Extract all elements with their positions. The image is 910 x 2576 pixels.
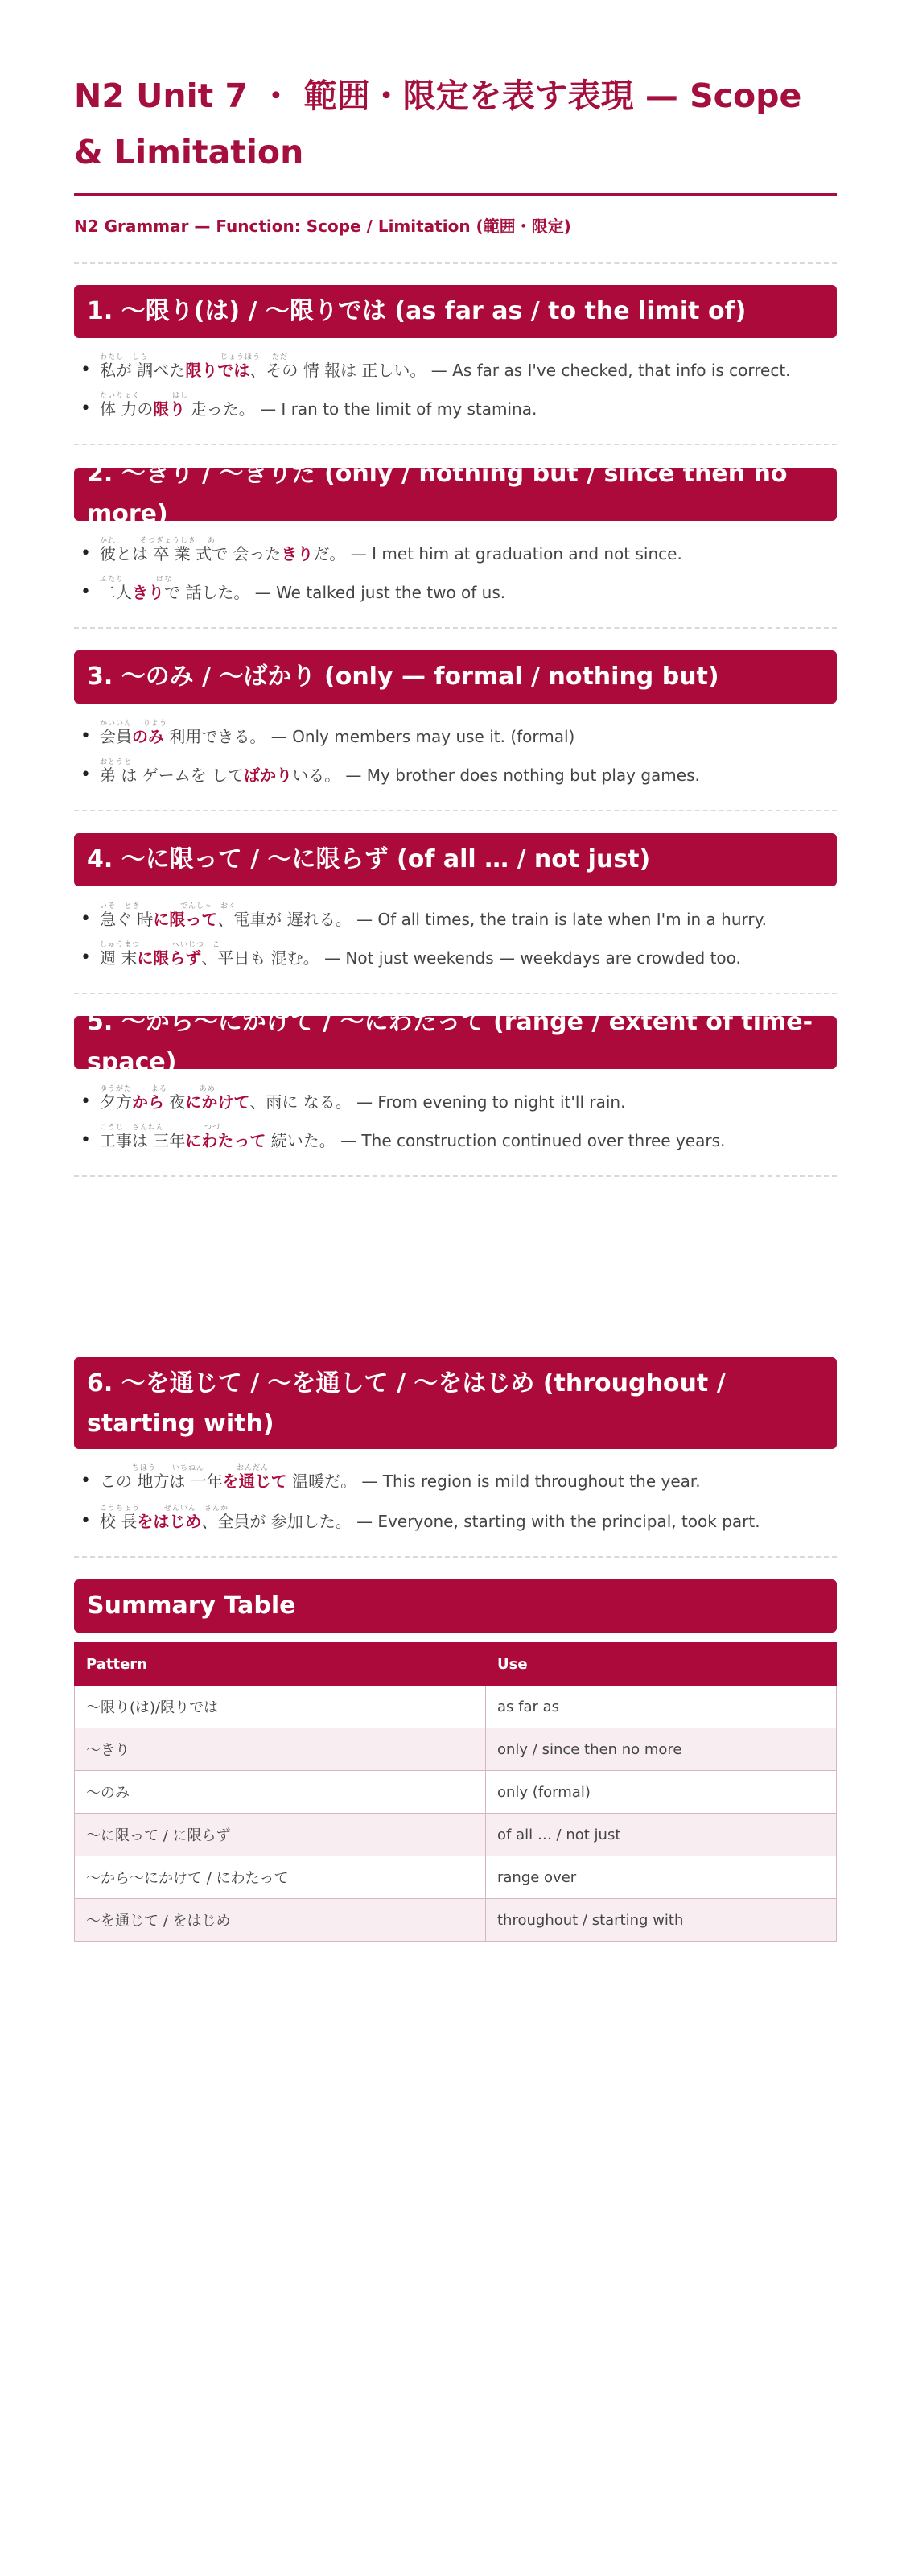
example-jp-rest: いる。	[292, 766, 341, 785]
page-title: N2 Unit 7 ・ 範囲・限定を表す表現 — Scope & Limitation	[74, 76, 802, 171]
table-row	[75, 1899, 837, 1942]
column-header: Pattern	[75, 1643, 486, 1686]
divider	[74, 262, 837, 264]
example-jp-rest: 続いた。	[266, 1131, 336, 1150]
pattern-cell: 〜から〜にかけて / にわたって	[75, 1856, 486, 1899]
example-jp-rest: 夜	[164, 1092, 186, 1112]
pattern-cell: 〜を通じて / をはじめ	[75, 1899, 486, 1942]
grammar-key: をはじめ	[137, 1512, 202, 1531]
grammar-key: を通じて	[222, 1472, 287, 1491]
bullet-icon: •	[80, 1092, 91, 1112]
section-heading-5: 5. 〜から〜にかけて / 〜にわたって (range / extent of time-space)	[74, 1016, 837, 1069]
example-jp-rest: 、雨に なる。	[249, 1092, 352, 1112]
example-translation: — Only members may use it. (formal)	[266, 727, 575, 746]
pattern-cell: 〜限り(は)/限りでは	[75, 1686, 486, 1728]
example-jp: 夕方	[100, 1092, 132, 1112]
example-jp-rest: で 話した。	[164, 583, 250, 602]
grammar-key: 限りでは	[185, 361, 250, 380]
use-cell: as far as	[486, 1686, 837, 1728]
divider	[74, 1175, 837, 1177]
use-cell: only (formal)	[486, 1771, 837, 1814]
example-translation: — My brother does nothing but play games.	[340, 766, 700, 785]
bullet-icon: •	[80, 1130, 91, 1150]
furigana: おとうと	[100, 758, 133, 766]
bullet-icon: •	[80, 1471, 91, 1491]
example-translation: — We talked just the two of us.	[249, 583, 506, 602]
example-jp: 校 長	[100, 1512, 138, 1531]
table-row	[75, 1856, 837, 1899]
example-translation: — Not just weekends — weekdays are crowded too.	[319, 948, 741, 968]
example-jp: 週 末	[100, 948, 138, 968]
example-jp: 体 力の	[100, 399, 154, 419]
example-jp-rest: 、その 情 報は 正しい。	[249, 361, 426, 380]
furigana: ちほう いちねん おんだん	[132, 1464, 270, 1472]
section-heading-3: 3. 〜のみ / 〜ばかり (only — formal / nothing but)	[74, 650, 837, 704]
example-jp-rest: 、電車が 遅れる。	[217, 910, 352, 929]
use-cell: of all … / not just	[486, 1814, 837, 1856]
example-jp: 工事は 三年	[100, 1131, 186, 1150]
use-cell: throughout / starting with	[486, 1899, 837, 1942]
section-heading-4: 4. 〜に限って / 〜に限らず (of all … / not just)	[74, 833, 837, 886]
example-translation: — Everyone, starting with the principal, took part.	[351, 1512, 760, 1531]
example-jp: この 地方は 一年	[100, 1472, 223, 1491]
grammar-key: にわたって	[185, 1131, 266, 1150]
bullet-icon: •	[80, 360, 91, 380]
example-translation: — As far as I've checked, that info is correct.	[426, 361, 791, 380]
divider	[74, 444, 837, 445]
furigana: かいいん りよう	[100, 720, 167, 728]
bullet-icon: •	[80, 765, 91, 785]
grammar-key: に限らず	[137, 948, 202, 968]
example-translation: — The construction continued over three years.	[335, 1131, 726, 1150]
example-jp-rest: 、平日も 混む。	[201, 948, 319, 968]
divider	[74, 627, 837, 629]
title-rule	[74, 193, 837, 196]
example-jp-rest: 走った。	[185, 399, 255, 419]
section-heading-2: 2. 〜きり / 〜きりだ (only / nothing but / since then no more)	[74, 468, 837, 521]
table-row	[75, 1814, 837, 1856]
section-heading-1: 1. 〜限り(は) / 〜限りでは (as far as / to the limit of)	[74, 285, 837, 338]
example-translation: — From evening to night it'll rain.	[351, 1092, 626, 1112]
furigana: かれ そつぎょうしき あ	[100, 537, 216, 545]
pattern-cell: 〜のみ	[75, 1771, 486, 1814]
furigana: ゆうがた よる あめ	[100, 1085, 216, 1093]
grammar-key: きり	[281, 544, 314, 564]
furigana: こうじ さんねん つづ	[100, 1124, 221, 1132]
furigana: こうちょう ぜんいん さんか	[100, 1505, 229, 1513]
example-translation: — I met him at graduation and not since.	[345, 544, 682, 564]
use-cell: range over	[486, 1856, 837, 1899]
bullet-icon: •	[80, 909, 91, 929]
example-jp: 私が 調べた	[100, 361, 186, 380]
pattern-cell: 〜に限って / に限らず	[75, 1814, 486, 1856]
summary-table	[74, 1642, 837, 1942]
grammar-key: にかけて	[185, 1092, 250, 1112]
table-row	[75, 1728, 837, 1771]
bullet-icon: •	[80, 947, 91, 968]
example-translation: — This region is mild throughout the year.	[356, 1472, 701, 1491]
example-jp: 急ぐ 時	[100, 910, 154, 929]
example-jp-rest: 利用できる。	[164, 727, 266, 746]
column-header: Use	[486, 1643, 837, 1686]
example-jp: 弟 は ゲームを して	[100, 766, 245, 785]
divider	[74, 1556, 837, 1558]
grammar-key: に限って	[153, 910, 218, 929]
table-row	[75, 1771, 837, 1814]
example-jp-rest: だ。	[313, 544, 346, 564]
page-subtitle: N2 Grammar — Function: Scope / Limitation (範囲・限定)	[74, 217, 571, 236]
example-jp: 会員	[100, 727, 132, 746]
bullet-icon: •	[80, 1511, 91, 1531]
example-translation: — Of all times, the train is late when I'm in a hurry.	[351, 910, 767, 929]
bullet-icon: •	[80, 543, 91, 564]
use-cell: only / since then no more	[486, 1728, 837, 1771]
pattern-cell: 〜きり	[75, 1728, 486, 1771]
bullet-icon: •	[80, 582, 91, 602]
furigana: いそ とき でんしゃ おく	[100, 902, 237, 910]
grammar-key: から	[132, 1092, 164, 1112]
example-jp: 彼とは 卒 業 式で 会った	[100, 544, 282, 564]
table-header-row	[75, 1643, 837, 1686]
divider	[74, 810, 837, 811]
example-jp: 二人	[100, 583, 132, 602]
table-row	[75, 1686, 837, 1728]
furigana: わたし しら じょうほう ただ	[100, 353, 288, 361]
furigana: たいりょく はし	[100, 392, 189, 400]
grammar-key: ばかり	[244, 766, 293, 785]
grammar-key: 限り	[153, 399, 186, 419]
example-jp-rest: 温暖だ。	[286, 1472, 357, 1491]
furigana: ふたり はな	[100, 576, 173, 584]
furigana: しゅうまつ へいじつ こ	[100, 941, 221, 949]
divider	[74, 993, 837, 994]
grammar-key: のみ	[132, 727, 164, 746]
example-jp-rest: 、全員が 参加した。	[201, 1512, 352, 1531]
bullet-icon: •	[80, 398, 91, 419]
section-heading-6: 6. 〜を通じて / 〜を通して / 〜をはじめ (throughout / starting with)	[74, 1357, 837, 1449]
bullet-icon: •	[80, 726, 91, 746]
example-translation: — I ran to the limit of my stamina.	[254, 399, 537, 419]
grammar-key: きり	[132, 583, 164, 602]
summary-heading: Summary Table	[74, 1579, 837, 1633]
